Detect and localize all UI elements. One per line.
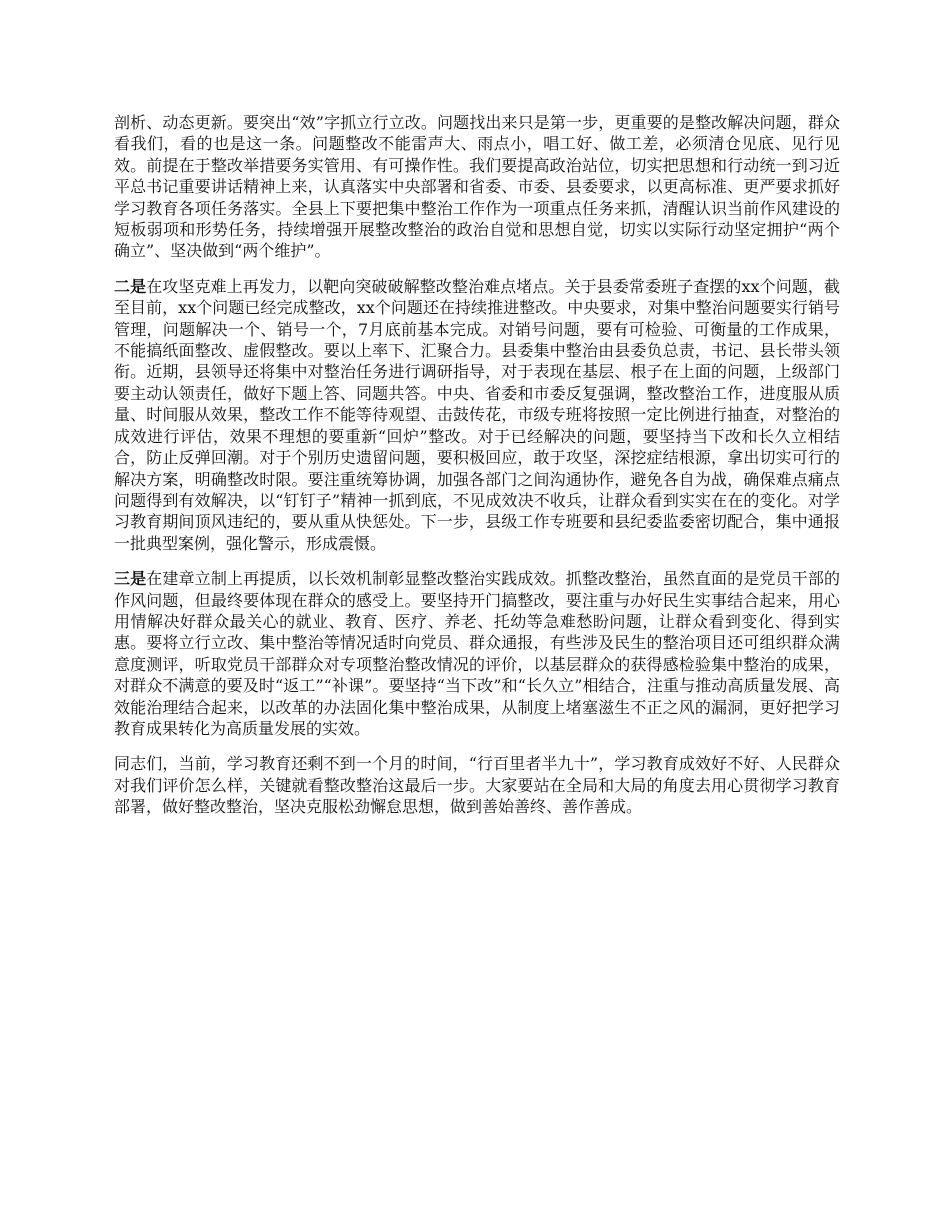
paragraph-2-text: 在攻坚克难上再发力，以靶向突破破解整改整治难点堵点。关于县委常委班子查摆的xx个问题，截至目前，xx个问题已经完成整改，xx个问题还在持续推进整改。中央要求，对集中整治问题要实行销号管理，问题解决一个、销号一个，7月底前基本完成。对销号问题，要有可检验、可衡量的工作成果，不能搞纸面整改、虚假整改。要以上率下、汇聚合力。县委集中整治由县委负总责，书记、县长带头领衔。近期，县领导还将集中对整治任务进行调研指导，对于表现在基层、根子在上面的问题，上级部门要主动认领责任，做好下题上答、同题共答。中央、省委和市委反复强调，整改整治工作，进度服从质量、时间服从效果，整改工作不能等待观望、击鼓传花，市级专班将按照一定比例进行抽查，对整治的成效进行评估，效果不理想的要重新“回炉”整改。对于已经解决的问题，要坚持当下改和长久立相结合，防止反弹回潮。对于个别历史遗留问题，要积极回应，敢于攻坚，深挖症结根源，拿出切实可行的解决方案，明确整改时限。要注重统筹协调，加强各部门之间沟通协作，避免各自为战，确保难点痛点问题得到有效解决，以“钉钉子”精神一抓到底，不见成效决不收兵，让群众看到实实在在的变化。对学习教育期间顶风违纪的，要从重从快惩处。下一步，县级工作专班要和县纪委监委密切配合，集中通报一批典型案例，强化警示，形成震慑。	[114, 276, 840, 553]
paragraph-4-text: 同志们，当前，学习教育还剩不到一个月的时间，“行百里者半九十”，学习教育成效好不好、人民群众对我们评价怎么样，关键就看整改整治这最后一步。大家要站在全局和大局的角度去用心贯彻学习教育部署，做好整改整治，坚决克服松劲懈怠思想，做到善始善终、善作善成。	[114, 754, 840, 817]
paragraph-2-lead: 二是	[114, 276, 147, 296]
paragraph-3-text: 在建章立制上再提质，以长效机制彰显整改整治实践成效。抓整改整治，虽然直面的是党员干部的作风问题，但最终要体现在群众的感受上。要坚持开门搞整改，要注重与办好民生实事结合起来，用心用情解决好群众最关心的就业、教育、医疗、养老、托幼等急难愁盼问题，让群众看到变化、得到实惠。要将立行立改、集中整治等情况适时向党员、群众通报，有些涉及民生的整治项目还可组织群众满意度测评，听取党员干部群众对专项整治整改情况的评价，以基层群众的获得感检验集中整治的成果，对群众不满意的要及时“返工”“补课”。要坚持“当下改”和“长久立”相结合，注重与推动高质量发展、高效能治理结合起来，以改革的办法固化集中整治成果，从制度上堵塞滋生不正之风的漏洞，更好把学习教育成果转化为高质量发展的实效。	[114, 569, 840, 738]
paragraph-4	[114, 753, 840, 817]
paragraph-3	[114, 568, 840, 739]
paragraph-1-text: 剖析、动态更新。要突出“效”字抓立行立改。问题找出来只是第一步，更重要的是整改解决问题，群众看我们，看的也是这一条。问题整改不能雷声大、雨点小，唱工好、做工差，必须清仓见底、见行见效。前提在于整改举措要务实管用、有可操作性。我们要提高政治站位，切实把思想和行动统一到习近平总书记重要讲话精神上来，认真落实中央部署和省委、市委、县委要求，以更高标准、更严要求抓好学习教育各项任务落实。全县上下要把集中整治工作作为一项重点任务来抓，清醒认识当前作风建设的短板弱项和形势任务，持续增强开展整改整治的政治自觉和思想自觉，切实以实际行动坚定拥护“两个确立”、坚决做到“两个维护”。	[114, 113, 840, 261]
document-body	[114, 112, 840, 832]
paragraph-2	[114, 276, 840, 554]
paragraph-3-lead: 三是	[114, 569, 147, 589]
paragraph-1	[114, 112, 840, 262]
